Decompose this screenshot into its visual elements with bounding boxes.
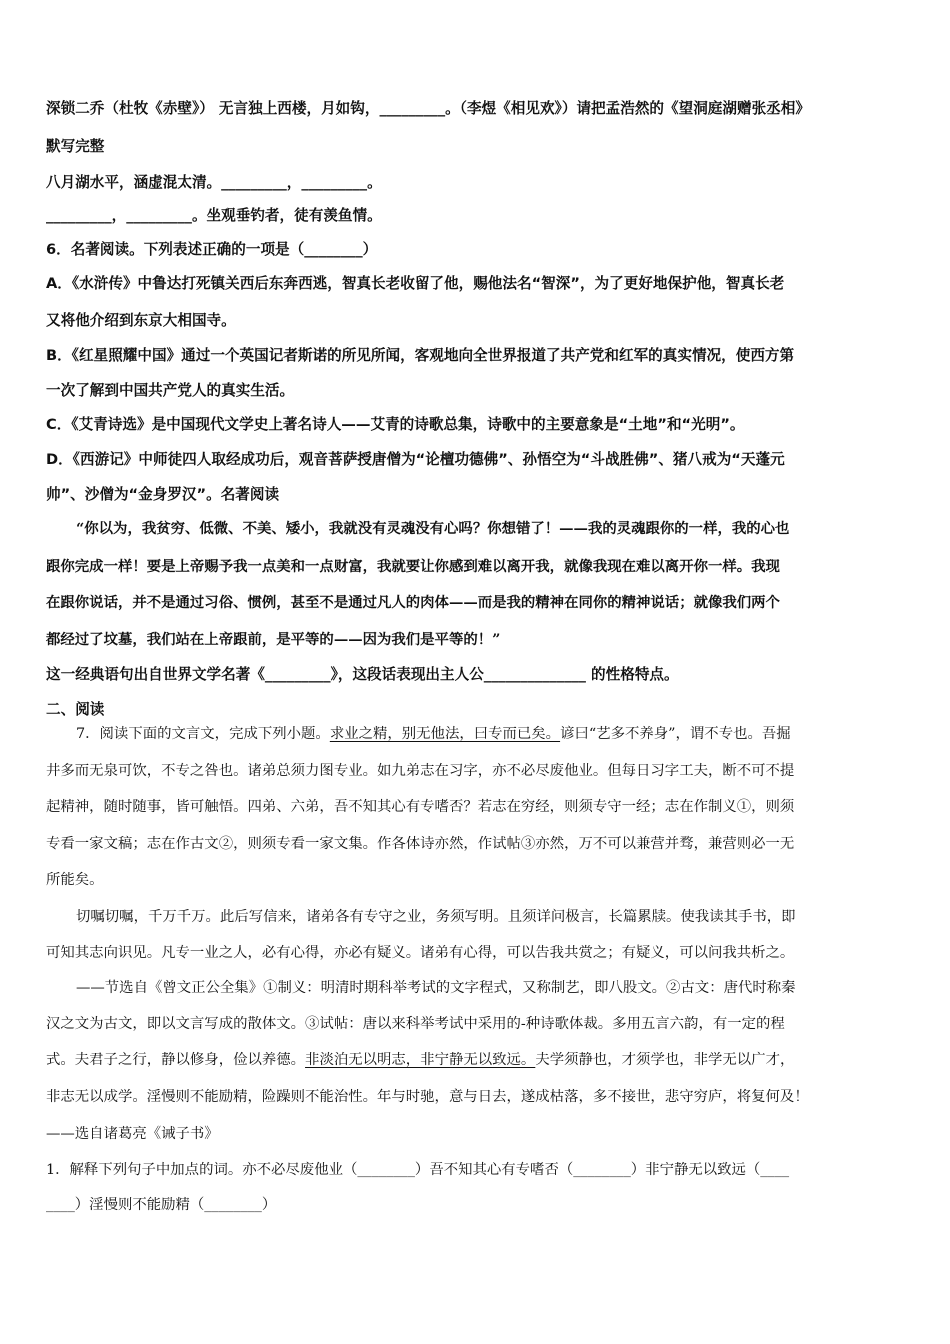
q7-source-citation: ——选自诸葛亮《诫子书》 [46, 1126, 219, 1142]
section-heading: 二、阅读 [46, 701, 105, 718]
q7-notes-line-1: ——节选自《曾文正公全集》①制义：明清时期科举考试的文字程式，又称制艺，即八股文。②古文：唐代时称秦 [76, 980, 796, 996]
q6-option-d-line-2: 帅”、沙僧为“金身罗汉”。名著阅读 [46, 486, 280, 503]
q7-notes-line-2: 汉之文为古文，即以文言写成的散体文。③试帖：唐以来科举考试中采用的-种诗歌体裁。多用五言六韵，有一定的程 [46, 1016, 785, 1032]
q7-notes-line-4: 非志无以成学。淫慢则不能励精，险躁则不能治性。年与时驰，意与日去，遂成枯落，多不接世，悲守穷庐，将复何及！ [46, 1089, 809, 1105]
q7-underlined-sentence: 求业之精，别无他法，曰专而已矣。 [329, 726, 561, 742]
q7-passage-line-4: 专看一家文稿；志在作古文②，则须专看一家文集。作各体诗亦然，作试帖③亦然，万不可以兼营并骛，兼营则必一无 [46, 836, 795, 852]
q7-paragraph-2-line-2: 可知其志向识见。凡专一业之人，必有心得，亦必有疑义。诸弟有心得，可以告我共赏之；有疑义，可以问我共析之。 [46, 945, 795, 961]
quote-line-2: 跟你完成一样！要是上帝赐予我一点美和一点财富，我就要让你感到难以离开我，就像我现在难以离开你一样。我现 [46, 558, 780, 575]
q7-passage-line-3: 起精神，随时随事，皆可触悟。四弟、六弟，吾不知其心有专嗜否？若志在穷经，则须专守一经；志在作制义①，则须 [46, 799, 795, 815]
quote-follow-up-question: 这一经典语句出自世界文学名著《_________》，这段话表现出主人公______________ 的性格特点。 [46, 666, 679, 683]
q6-stem: 6．名著阅读。下列表述正确的一项是（________） [46, 241, 378, 258]
quote-line-4: 都经过了坟墓，我们站在上帝跟前，是平等的——因为我们是平等的！” [46, 631, 501, 648]
chengzi-opening: 式。夫君子之行，静以修身，俭以养德。 [46, 1052, 306, 1068]
q6-option-a-line-2: 又将他介绍到东京大相国寺。 [46, 312, 236, 329]
q6-option-b-line-1: B．《红星照耀中国》通过一个英国记者斯诺的所见所闻，客观地向全世界报道了共产党和红军的真实情况，使西方第 [46, 347, 795, 364]
quote-line-1: “你以为，我贫穷、低微、不美、矮小，我就没有灵魂没有心吗？你想错了！——我的灵魂跟你的一样，我的心也 [76, 520, 790, 537]
q7-paragraph-2-line-1: 切嘱切嘱，千万千万。此后写信来，诸弟各有专守之业，务须写明。且须详问极言，长篇累牍。使我读其手书，即 [76, 909, 796, 925]
q6-option-b-line-2: 一次了解到中国共产党人的真实生活。 [46, 382, 295, 399]
q7-line-1-tail: 谚曰“艺多不养身”，谓不专也。吾掘 [560, 726, 791, 742]
q5-poem-line-3: 八月湖水平，涵虚混太清。_________，_________。 [46, 174, 382, 191]
quote-line-3: 在跟你说话，并不是通过习俗、惯例，甚至不是通过凡人的肉体——而是我的精神在同你的精神说话；就像我们两个 [46, 594, 780, 611]
q5-poem-line-4: _________，_________。坐观垂钓者，徒有羡鱼情。 [46, 207, 382, 224]
q5-poem-line-2: 默写完整 [46, 138, 105, 155]
q6-option-a-line-1: A．《水浒传》中鲁达打死镇关西后东奔西逃，智真长老收留了他，赐他法名“智深”，为了更好地保护他，智真长老 [46, 275, 785, 292]
q7-intro: 7．阅读下面的文言文，完成下列小题。 [76, 726, 330, 742]
q6-option-c: C．《艾青诗选》是中国现代文学史上著名诗人——艾青的诗歌总集，诗歌中的主要意象是“土地”和“光明”。 [46, 416, 745, 433]
q7-passage-line-1 [76, 723, 791, 745]
q5-poem-line-1: 深锁二乔（杜牧《赤壁》） 无言独上西楼，月如钩，_________。（李煜《相见欢》）请把孟浩然的《望洞庭湖赠张丞相》 [46, 100, 810, 117]
q7-passage-line-5: 所能矣。 [46, 872, 104, 888]
chengzi-line-tail: 夫学须静也，才须学也，非学无以广才， [535, 1052, 795, 1068]
q7-subquestion-1-line-1: 1．解释下列句子中加点的词。亦不必尽废他业（________）吾不知其心有专嗜否（________）非宁静无以致远（____ [46, 1162, 790, 1178]
chengzi-underlined-sentence: 非淡泊无以明志，非宁静无以致远。 [305, 1052, 536, 1068]
q7-subquestion-1-line-2: ____）淫慢则不能励精（________） [46, 1197, 277, 1213]
q7-notes-line-3 [46, 1049, 794, 1071]
q6-option-d-line-1: D．《西游记》中师徒四人取经成功后，观音菩萨授唐僧为“论檀功德佛”、孙悟空为“斗战胜佛”、猪八戒为“天蓬元 [46, 451, 785, 468]
q7-passage-line-2: 井多而无泉可饮，不专之咎也。诸弟总须力图专业。如九弟志在习字，亦不必尽废他业。但每日习字工夫，断不可不提 [46, 763, 795, 779]
